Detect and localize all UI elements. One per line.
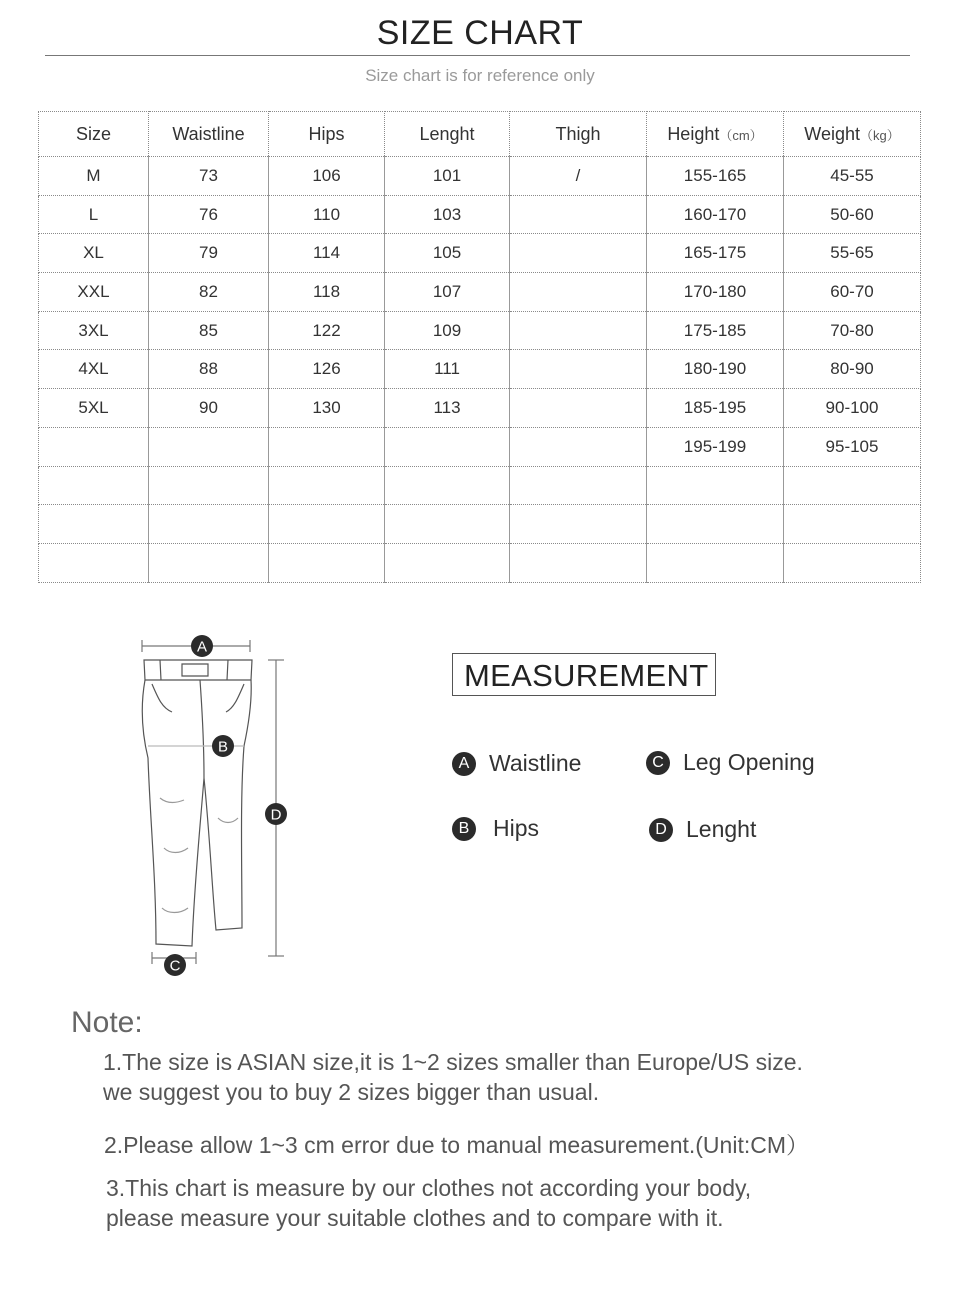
cell-height	[647, 505, 784, 544]
note-title: Note:	[71, 1006, 143, 1039]
table-row	[39, 505, 921, 544]
marker-a	[191, 635, 213, 657]
header-hips: Hips	[269, 112, 385, 157]
cell-length: 113	[385, 389, 510, 428]
header-thigh: Thigh	[510, 112, 647, 157]
table-row	[39, 195, 921, 234]
legend-d-label: Lenght	[686, 816, 757, 842]
cell-height: 155-165	[647, 157, 784, 196]
cell-weight: 90-100	[784, 389, 921, 428]
cell-length	[385, 505, 510, 544]
cell-waistline	[149, 427, 269, 466]
size-table	[38, 111, 921, 583]
cell-hips	[269, 543, 385, 582]
header-height-label: Height	[667, 123, 720, 144]
cell-height: 175-185	[647, 311, 784, 350]
cell-hips: 114	[269, 234, 385, 273]
cell-hips: 122	[269, 311, 385, 350]
header-weight-unit: （kg）	[859, 127, 900, 143]
table-row	[39, 273, 921, 312]
cell-hips: 106	[269, 157, 385, 196]
pants-diagram	[130, 628, 300, 978]
table-row	[39, 234, 921, 273]
table-header-row	[39, 112, 921, 157]
cell-hips: 118	[269, 273, 385, 312]
cell-thigh: /	[510, 157, 647, 196]
table-row	[39, 157, 921, 196]
measurement-title: MEASUREMENT	[452, 653, 716, 696]
cell-weight: 60-70	[784, 273, 921, 312]
cell-waistline: 73	[149, 157, 269, 196]
page-subtitle: Size chart is for reference only	[365, 66, 595, 85]
note-line-3: 2.Please allow 1~3 cm error due to manual measurement.(Unit:CM）	[104, 1132, 809, 1158]
page-title: SIZE CHART	[376, 14, 584, 52]
cell-size	[39, 543, 149, 582]
cell-thigh	[510, 505, 647, 544]
legend-b-label: Hips	[493, 815, 540, 841]
cell-waistline: 82	[149, 273, 269, 312]
table-row	[39, 427, 921, 466]
marker-b-label: B	[217, 738, 229, 756]
cell-height: 160-170	[647, 195, 784, 234]
cell-size: M	[39, 157, 149, 196]
cell-height: 185-195	[647, 389, 784, 428]
cell-size: XXL	[39, 273, 149, 312]
cell-height: 180-190	[647, 350, 784, 389]
cell-length	[385, 543, 510, 582]
legend-c-badge: C	[646, 751, 670, 775]
cell-thigh	[510, 466, 647, 505]
cell-thigh	[510, 543, 647, 582]
marker-b	[212, 735, 234, 757]
cell-size	[39, 505, 149, 544]
legend-c-label: Leg Opening	[683, 749, 815, 775]
legend-length	[649, 816, 756, 843]
cell-thigh	[510, 427, 647, 466]
cell-waistline: 85	[149, 311, 269, 350]
marker-a-label: A	[196, 638, 208, 656]
cell-weight: 45-55	[784, 157, 921, 196]
marker-d-label: D	[270, 806, 282, 824]
legend-waistline	[452, 750, 581, 777]
table-row	[39, 350, 921, 389]
cell-waistline: 79	[149, 234, 269, 273]
cell-thigh	[510, 350, 647, 389]
note-line-2: we suggest you to buy 2 sizes bigger than usual.	[103, 1079, 600, 1105]
cell-height: 165-175	[647, 234, 784, 273]
cell-weight: 95-105	[784, 427, 921, 466]
cell-length: 105	[385, 234, 510, 273]
cell-waistline	[149, 505, 269, 544]
cell-length: 103	[385, 195, 510, 234]
cell-thigh	[510, 311, 647, 350]
header-length: Lenght	[385, 112, 510, 157]
header-waistline: Waistline	[149, 112, 269, 157]
header-weight-label: Weight	[804, 123, 860, 144]
cell-height	[647, 466, 784, 505]
cell-weight: 50-60	[784, 195, 921, 234]
cell-thigh	[510, 234, 647, 273]
legend-d-badge: D	[649, 818, 673, 842]
cell-length: 111	[385, 350, 510, 389]
cell-size: 5XL	[39, 389, 149, 428]
header-height-unit: （cm）	[719, 127, 763, 143]
cell-hips	[269, 427, 385, 466]
title-divider	[45, 55, 910, 56]
legend-a-label: Waistline	[489, 750, 582, 776]
legend-a-badge: A	[452, 752, 476, 776]
legend-b-badge: B	[452, 817, 476, 841]
header-size: Size	[39, 112, 149, 157]
table-row	[39, 311, 921, 350]
cell-hips: 126	[269, 350, 385, 389]
table-row	[39, 466, 921, 505]
cell-length	[385, 466, 510, 505]
legend-hips	[452, 815, 539, 842]
cell-waistline: 88	[149, 350, 269, 389]
cell-size: XL	[39, 234, 149, 273]
note-line-4: 3.This chart is measure by our clothes not according your body,	[106, 1175, 752, 1201]
cell-size	[39, 466, 149, 505]
cell-weight: 80-90	[784, 350, 921, 389]
cell-weight	[784, 466, 921, 505]
cell-size: L	[39, 195, 149, 234]
cell-length: 101	[385, 157, 510, 196]
table-row	[39, 543, 921, 582]
header-height	[647, 112, 784, 157]
cell-hips	[269, 505, 385, 544]
note-line-5: please measure your suitable clothes and to compare with it.	[106, 1205, 724, 1231]
cell-height	[647, 543, 784, 582]
table-row	[39, 389, 921, 428]
cell-height: 170-180	[647, 273, 784, 312]
cell-waistline	[149, 543, 269, 582]
cell-length: 107	[385, 273, 510, 312]
cell-waistline	[149, 466, 269, 505]
cell-weight	[784, 543, 921, 582]
legend-leg-opening	[646, 749, 815, 776]
cell-size: 3XL	[39, 311, 149, 350]
cell-length: 109	[385, 311, 510, 350]
cell-length	[385, 427, 510, 466]
cell-thigh	[510, 273, 647, 312]
marker-d	[265, 803, 287, 825]
cell-waistline: 90	[149, 389, 269, 428]
cell-height: 195-199	[647, 427, 784, 466]
cell-size	[39, 427, 149, 466]
marker-c	[164, 954, 186, 976]
cell-size: 4XL	[39, 350, 149, 389]
cell-hips: 110	[269, 195, 385, 234]
marker-c-label: C	[169, 957, 181, 975]
cell-weight: 70-80	[784, 311, 921, 350]
cell-hips: 130	[269, 389, 385, 428]
cell-thigh	[510, 389, 647, 428]
cell-thigh	[510, 195, 647, 234]
cell-waistline: 76	[149, 195, 269, 234]
cell-weight: 55-65	[784, 234, 921, 273]
cell-weight	[784, 505, 921, 544]
note-line-1: 1.The size is ASIAN size,it is 1~2 sizes smaller than Europe/US size.	[103, 1049, 803, 1075]
cell-hips	[269, 466, 385, 505]
header-weight	[784, 112, 921, 157]
